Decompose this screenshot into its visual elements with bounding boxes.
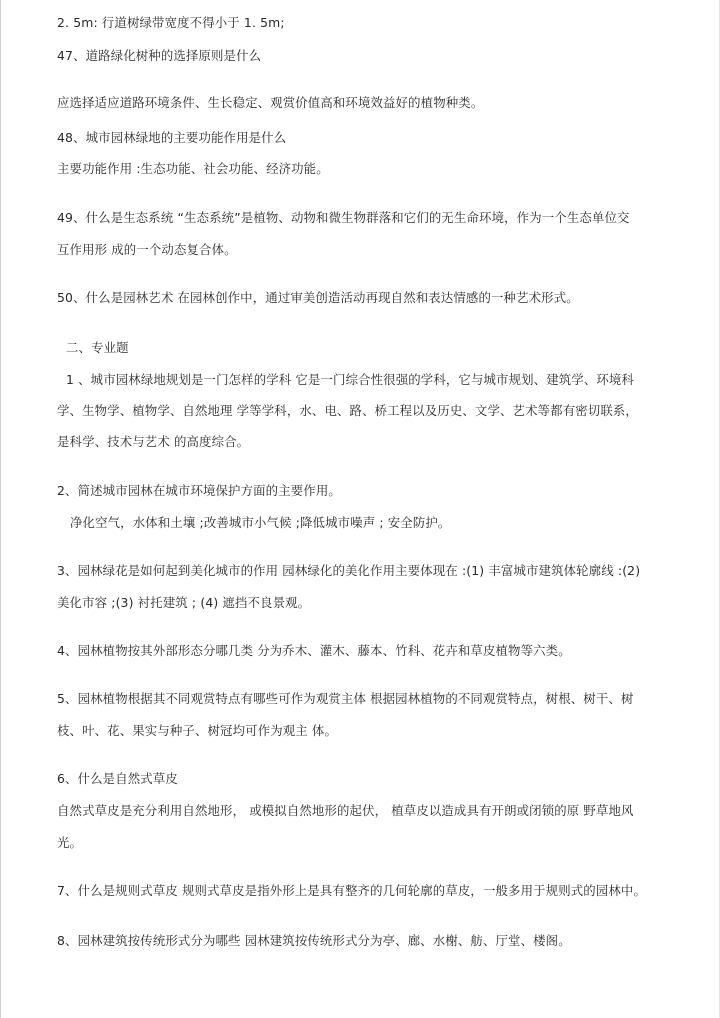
item-2-answer: 净化空气，水体和土壤 ;改善城市小气候 ;降低城市噪声 ; 安全防护。 — [70, 515, 451, 530]
item-1-line-1: 1 、城市园林绿地规划是一门怎样的学科 它是一门综合性很强的学科，它与城市规划、建筑学、环境科 — [66, 372, 634, 387]
item-1-line-3: 是科学、技术与艺术 的高度综合。 — [57, 434, 250, 449]
item-2-heading: 2、简述城市园林在城市环境保护方面的主要作用。 — [57, 483, 341, 498]
answer-47: 应选择适应道路环境条件、生长稳定、观赏价值高和环境效益好的植物种类。 — [57, 95, 484, 110]
question-49-line-1: 49、什么是生态系统 “生态系统”是植物、动物和微生物群落和它们的无生命环境，作为一个生态单位交 — [57, 210, 630, 225]
text-line: 2. 5m: 行道树绿带宽度不得小于 1. 5m; — [57, 15, 285, 30]
item-8: 8、园林建筑按传统形式分为哪些 园林建筑按传统形式分为亭、廊、水榭、舫、厅堂、楼阁。 — [57, 933, 571, 948]
question-49-line-2: 互作用形 成的一个动态复合体。 — [57, 242, 237, 257]
section-heading-professional: 二、专业题 — [66, 340, 129, 355]
item-5-line-2: 枝、叶、花、果实与种子、树冠均可作为观主 体。 — [57, 723, 337, 738]
item-3-line-1: 3、园林绿花是如何起到美化城市的作用 园林绿化的美化作用主要体现在 :(1) 丰富城市建筑体轮廓线 :(2) — [57, 563, 641, 578]
item-6-heading: 6、什么是自然式草皮 — [57, 771, 178, 786]
item-7: 7、什么是规则式草皮 规则式草皮是指外形上是具有整齐的几何轮廓的草皮，一般多用于规则式的园林中。 — [57, 883, 646, 898]
question-48-heading: 48、城市园林绿地的主要功能作用是什么 — [57, 130, 287, 145]
item-6-answer-line-2: 光。 — [57, 835, 83, 850]
item-3-line-2: 美化市容 ;(3) 衬托建筑 ; (4) 遮挡不良景观。 — [57, 595, 311, 610]
question-50: 50、什么是园林艺术 在园林创作中，通过审美创造活动再现自然和表达情感的一种艺术形式。 — [57, 290, 579, 305]
item-6-answer-line-1: 自然式草皮是充分利用自然地形， 或模拟自然地形的起伏， 植草皮以造成具有开朗或闭锁的原 野草地风 — [57, 803, 634, 818]
item-5-line-1: 5、园林植物根据其不同观赏特点有哪些可作为观赏主体 根据园林植物的不同观赏特点，树根、树干、树 — [57, 691, 634, 706]
answer-48: 主要功能作用 :生态功能、社会功能、经济功能。 — [57, 161, 329, 176]
item-4: 4、园林植物按其外部形态分哪几类 分为乔木、灌木、藤本、竹科、花卉和草皮植物等六类。 — [57, 643, 571, 658]
question-47-heading: 47、道路绿化树种的选择原则是什么 — [57, 48, 262, 63]
item-1-line-2: 学、生物学、植物学、自然地理 学等学科，水、电、路、桥工程以及历史、文学、艺术等都有密切联系， — [57, 403, 638, 418]
